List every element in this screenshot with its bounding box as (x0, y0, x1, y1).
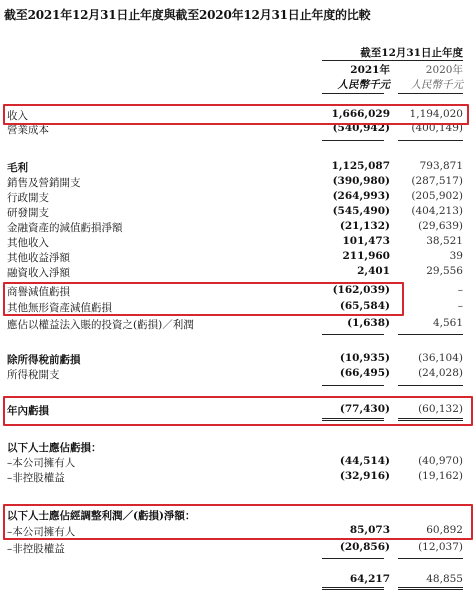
year-2021-header: 2021年 (350, 64, 390, 76)
value-2020: (24,028) (418, 367, 463, 379)
year-2020-header: 2020年 (425, 64, 463, 76)
subtotal-rule-2020 (398, 334, 463, 335)
row-label: 研發開支 (7, 207, 49, 219)
value-2021: (77,430) (339, 403, 390, 415)
row-label: 應佔以權益法入賬的投資之(虧損)／利潤 (7, 319, 194, 331)
row-loss-before-tax (0, 352, 474, 366)
row-label: 除所得稅前虧損 (7, 354, 81, 366)
double-rule-2020 (398, 589, 463, 590)
subtotal-rule-2021 (322, 334, 384, 335)
value-2020: (404,213) (411, 205, 463, 217)
value-2021: 101,473 (342, 235, 390, 247)
row-label: 金融資產的減值虧損淨額 (7, 222, 123, 234)
row-loss-attributable-heading (0, 440, 474, 454)
row-label: 融資收入淨額 (7, 267, 70, 279)
value-2020: (40,970) (418, 455, 463, 467)
value-2020: (287,517) (411, 175, 463, 187)
page-title: 截至2021年12月31日止年度與截至2020年12月31日止年度的比較 (4, 8, 371, 22)
value-2020: (36,104) (418, 352, 463, 364)
value-2021: (32,916) (339, 470, 390, 482)
row-label: 以下人士應佔虧損： (7, 442, 102, 454)
row-selling-expenses (0, 175, 474, 189)
value-2021: (1,638) (347, 317, 390, 329)
row-label: 營業成本 (7, 124, 49, 136)
value-2021: 2,401 (357, 265, 390, 277)
row-other-gains (0, 250, 474, 264)
row-label: –非控股權益 (7, 543, 65, 555)
row-adjusted-total (0, 573, 474, 587)
double-rule-2020 (398, 587, 463, 588)
value-2020: (29,639) (418, 220, 463, 232)
unit-2020-header: 人民幣千元 (410, 79, 463, 91)
row-label: –本公司擁有人 (7, 526, 76, 538)
row-label: 年內虧損 (7, 405, 49, 417)
value-2020: (205,902) (411, 190, 463, 202)
value-2020: (400,149) (411, 122, 463, 134)
value-2021: (20,856) (339, 541, 390, 553)
value-2020: (60,132) (418, 403, 463, 415)
value-2020: 38,521 (426, 235, 463, 247)
highlight-revenue (3, 104, 469, 125)
value-2020: 39 (449, 250, 463, 262)
subtotal-rule-2020 (398, 558, 463, 559)
row-loss-nci (0, 470, 474, 484)
subtotal-rule-2021 (322, 385, 384, 386)
row-financial-asset-impairment (0, 220, 474, 234)
row-label: –本公司擁有人 (7, 457, 76, 469)
row-label: –非控股權益 (7, 472, 65, 484)
period-header-underline (322, 60, 463, 61)
value-2021: (10,935) (339, 352, 390, 364)
double-rule-2021 (322, 587, 384, 588)
subtotal-rule-2020 (398, 140, 463, 141)
row-loss-owners (0, 455, 474, 469)
row-adjusted-nci (0, 541, 474, 555)
row-label: 銷售及營銷開支 (7, 177, 81, 189)
value-2021: (44,514) (339, 455, 390, 467)
subtotal-rule-2020 (398, 385, 463, 386)
value-2020: 29,556 (426, 265, 463, 277)
row-admin-expenses (0, 190, 474, 204)
value-2020: 4,561 (432, 317, 463, 329)
subtotal-rule-2021 (322, 140, 384, 141)
row-finance-income (0, 265, 474, 279)
value-2021: 1,125,087 (331, 160, 390, 172)
column-2020-top-rule (398, 93, 463, 94)
row-label: 所得稅開支 (7, 369, 60, 381)
value-2020: 60,892 (426, 524, 463, 536)
highlight-adjusted-owners (3, 504, 473, 540)
value-2021: (540,942) (332, 122, 390, 134)
value-2021: (162,039) (332, 284, 390, 296)
value-2021: 85,073 (349, 524, 390, 536)
value-2020: 48,855 (426, 573, 463, 585)
column-2021-top-rule (322, 93, 384, 94)
unit-2021-header: 人民幣千元 (337, 79, 390, 91)
row-label: 其他收益淨額 (7, 252, 70, 264)
value-2020: – (457, 284, 463, 296)
highlight-impairment (3, 282, 404, 316)
value-2020: (12,037) (418, 541, 463, 553)
value-2020: (19,162) (418, 470, 463, 482)
value-2021: (21,132) (339, 220, 390, 232)
value-2021: (545,490) (332, 205, 390, 217)
highlight-loss-for-year (3, 396, 473, 426)
period-header: 截至12月31日止年度 (360, 47, 463, 59)
row-income-tax (0, 367, 474, 381)
row-gross-profit (0, 160, 474, 174)
value-2021: 1,666,029 (331, 108, 390, 120)
row-label: 其他無形資產減值虧損 (7, 302, 112, 314)
row-label: 收入 (7, 110, 28, 122)
value-2021: (390,980) (332, 175, 390, 187)
value-2020: – (457, 300, 463, 312)
row-label: 其他收入 (7, 237, 49, 249)
value-2021: (65,584) (339, 300, 390, 312)
row-label: 商譽減值虧損 (7, 286, 70, 298)
row-rd-expenses (0, 205, 474, 219)
row-other-income (0, 235, 474, 249)
subtotal-rule-2021 (322, 558, 384, 559)
value-2021: (66,495) (339, 367, 390, 379)
row-label: 以下人士應佔經調整利潤／(虧損)淨額： (7, 510, 196, 522)
value-2021: 211,960 (342, 250, 390, 262)
value-2021: 64,217 (349, 573, 390, 585)
row-equity-method-share (0, 317, 474, 331)
double-rule-2021 (322, 589, 384, 590)
row-label: 毛利 (7, 162, 28, 174)
value-2021: (264,993) (332, 190, 390, 202)
value-2020: 793,871 (419, 160, 463, 172)
value-2020: 1,194,020 (409, 108, 463, 120)
row-label: 行政開支 (7, 192, 49, 204)
